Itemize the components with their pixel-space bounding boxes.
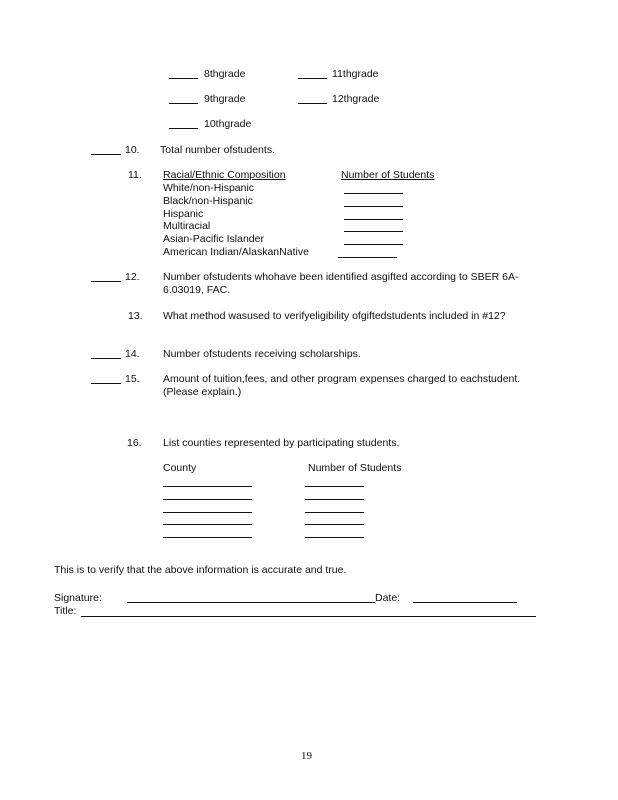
- q10-number: 10.: [125, 144, 140, 156]
- date-label: Date:: [375, 592, 401, 604]
- q13-number: 13.: [128, 310, 143, 322]
- q16-count-header: Number of Students: [308, 462, 402, 474]
- date-line[interactable]: [413, 602, 517, 603]
- q11-row-blank[interactable]: [344, 206, 403, 207]
- q15-text-line1: Amount of tuition,fees, and other program expenses charged to eachstudent.: [163, 373, 521, 385]
- q11-row-label: Asian-Pacific Islander: [163, 233, 264, 245]
- signature-line[interactable]: [127, 602, 375, 603]
- county-blank[interactable]: [163, 499, 252, 500]
- title-label: Title:: [54, 605, 77, 617]
- q16-text: List counties represented by participating students.: [163, 437, 400, 449]
- county-count-blank[interactable]: [305, 512, 364, 513]
- q11-row-label: Multiracial: [163, 220, 211, 232]
- page-number: 19: [301, 750, 312, 762]
- q11-row-label: Hispanic: [163, 208, 204, 220]
- q15-text-line2: (Please explain.): [163, 386, 242, 398]
- q11-row-label: American Indian/AlaskanNative: [163, 246, 309, 258]
- q10-blank[interactable]: [91, 154, 121, 155]
- county-count-blank[interactable]: [305, 537, 364, 538]
- q15-number: 15.: [125, 373, 140, 385]
- q16-number: 16.: [127, 437, 142, 449]
- q14-text: Number ofstudents receiving scholarships.: [163, 348, 361, 360]
- q11-number: 11.: [128, 169, 142, 181]
- verification-statement: This is to verify that the above information is accurate and true.: [54, 564, 347, 576]
- q14-blank[interactable]: [91, 358, 121, 359]
- q13-text: What method wasused to verifyeligibility ofgiftedstudents included in #12?: [163, 310, 506, 322]
- grade-8-label: 8thgrade: [204, 68, 246, 80]
- q11-racial-header: Racial/Ethnic Composition: [163, 169, 286, 181]
- county-count-blank[interactable]: [305, 486, 364, 487]
- grade-9-blank[interactable]: [169, 103, 198, 104]
- q12-number: 12.: [125, 271, 140, 283]
- q12-blank[interactable]: [91, 281, 121, 282]
- q12-text-line2: 6.03019, FAC.: [163, 284, 231, 296]
- q11-row-blank[interactable]: [344, 231, 403, 232]
- county-count-blank[interactable]: [305, 524, 364, 525]
- signature-label: Signature:: [54, 592, 102, 604]
- grade-8-blank[interactable]: [169, 78, 198, 79]
- q16-county-header: County: [163, 462, 197, 474]
- grade-10-label: 10thgrade: [204, 118, 252, 130]
- q11-row-label: White/non-Hispanic: [163, 182, 255, 194]
- q11-row-label: Black/non-Hispanic: [163, 195, 253, 207]
- grade-12-label: 12thgrade: [332, 93, 380, 105]
- grade-10-blank[interactable]: [169, 128, 198, 129]
- county-count-blank[interactable]: [305, 499, 364, 500]
- q11-count-header: Number of Students: [341, 169, 435, 181]
- q11-row-blank[interactable]: [344, 244, 403, 245]
- title-line[interactable]: [81, 616, 536, 617]
- county-blank[interactable]: [163, 512, 252, 513]
- grade-9-label: 9thgrade: [204, 93, 246, 105]
- q10-text: Total number ofstudents.: [160, 144, 275, 156]
- q11-row-blank[interactable]: [338, 257, 397, 258]
- grade-12-blank[interactable]: [298, 103, 327, 104]
- grade-11-blank[interactable]: [298, 78, 327, 79]
- q11-row-blank[interactable]: [344, 193, 403, 194]
- q11-row-blank[interactable]: [344, 219, 403, 220]
- grade-11-label: 11thgrade: [332, 68, 379, 80]
- q14-number: 14.: [125, 348, 140, 360]
- county-blank[interactable]: [163, 486, 252, 487]
- county-blank[interactable]: [163, 524, 252, 525]
- county-blank[interactable]: [163, 537, 252, 538]
- q15-blank[interactable]: [91, 383, 121, 384]
- q12-text-line1: Number ofstudents whohave been identified asgifted according to SBER 6A-: [163, 271, 519, 283]
